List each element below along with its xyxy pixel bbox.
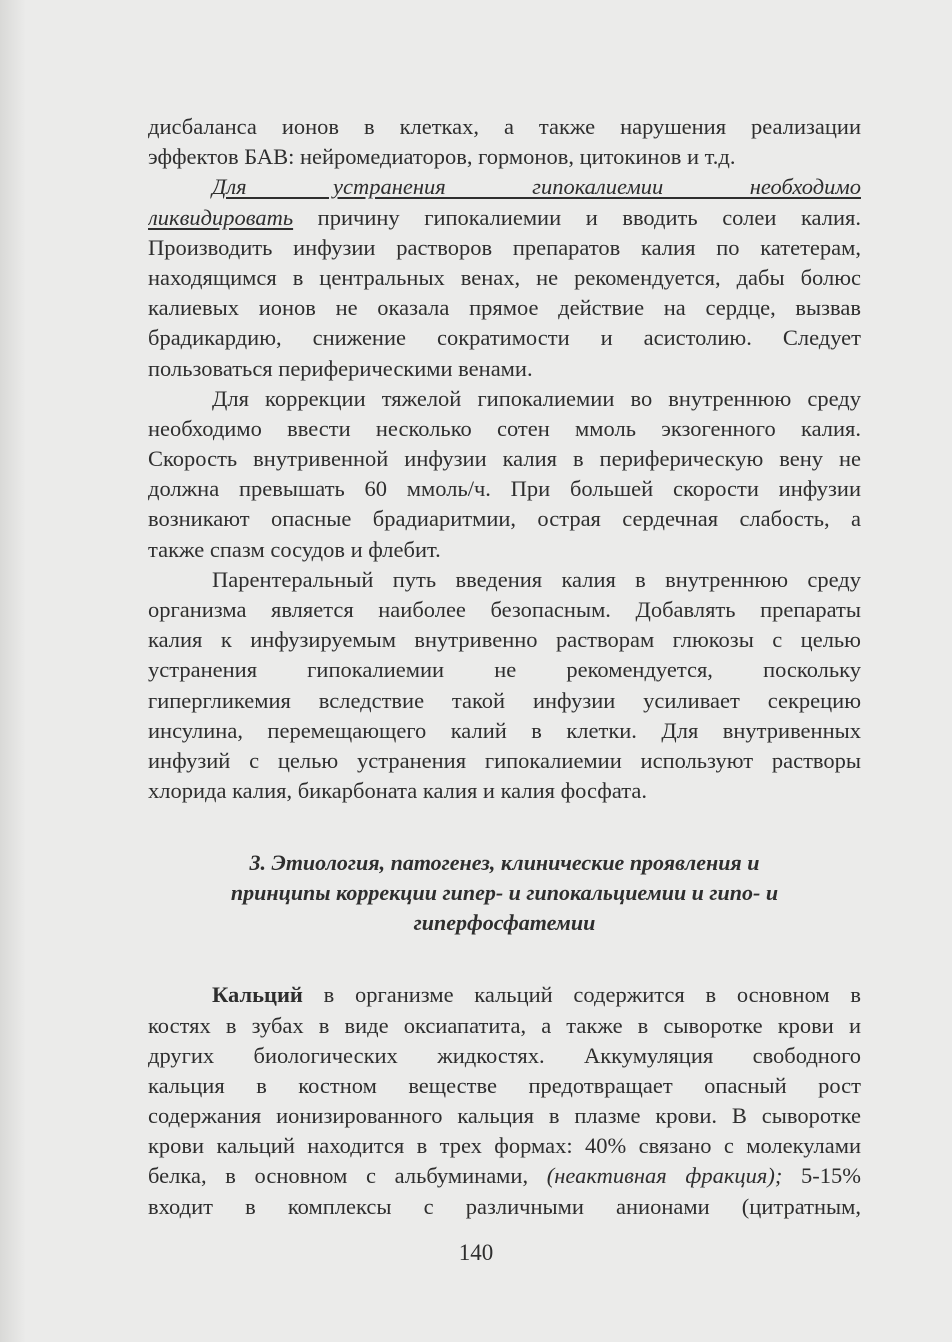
paragraph-4	[148, 565, 861, 807]
text-line: крови кальций находится в трех формах: 40% связано с молекулами	[148, 1133, 861, 1159]
text-line: входит в комплексы с различными анионами (цитратным,	[148, 1193, 861, 1219]
italic-text: (неактивная фракция);	[546, 1163, 783, 1189]
text-line: эффектов БАВ: нейромедиаторов, гормонов, цитокинов и т.д.	[148, 144, 736, 170]
text-line: гипергликемия вследствие такой инфузии усиливает секрецию	[148, 687, 861, 713]
text-line: кальция в костном веществе предотвращает опасный рост	[148, 1072, 861, 1098]
scan-shadow	[0, 0, 26, 1342]
text-line	[148, 1161, 861, 1191]
text-span: белка, в основном с альбуминами,	[148, 1163, 547, 1189]
text-line: калия к инфузируемым внутривенно растворам глюкозы с целью	[148, 627, 861, 653]
text-line: инсулина, перемещающего калий в клетки. Для внутривенных	[148, 717, 861, 743]
text-line: организма является наиболее безопасным. Добавлять препараты	[148, 597, 861, 622]
text-line	[148, 980, 861, 1010]
paragraph-3	[148, 384, 861, 565]
paragraph-5	[148, 980, 861, 1222]
text-line: инфузий с целью устранения гипокалиемии используют растворы	[148, 747, 861, 773]
text-line: устранения гипокалиемии не рекомендуется, поскольку	[148, 657, 861, 683]
text-line: Производить инфузии растворов препаратов калия по катетерам,	[148, 234, 861, 260]
heading-line: гиперфосфатемии	[413, 910, 596, 936]
heading-line: принципы коррекции гипер- и гипокальциемии и гипо- и	[230, 880, 779, 906]
text-line: калиевых ионов не оказала прямое действие на сердце, вызвав	[148, 295, 861, 321]
text-line: находящимся в центральных венах, не рекомендуется, дабы болюс	[148, 264, 861, 290]
text-line: костях в зубах в виде оксиапатита, а также в сыворотке крови и	[148, 1012, 861, 1038]
text-line: Для коррекции тяжелой гипокалиемии во внутреннюю среду	[212, 385, 861, 411]
text-line	[148, 172, 861, 202]
underlined-italic-text: ликвидировать	[148, 204, 294, 230]
section-heading	[148, 848, 861, 938]
text-line: хлорида калия, бикарбоната калия и калия фосфата.	[148, 778, 647, 804]
text-line	[148, 203, 861, 233]
paragraph-2	[148, 172, 861, 383]
text-span: 5-15%	[782, 1163, 861, 1189]
text-span: причину гипокалиемии и вводить солеи калия.	[293, 204, 861, 230]
text-line: содержания ионизированного кальция в плазме крови. В сыворотке	[148, 1103, 861, 1129]
text-line: пользоваться периферическими венами.	[148, 355, 533, 381]
heading-line: 3. Этиология, патогенез, клинические проявления и	[249, 850, 760, 876]
text-line: возникают опасные брадиаритмии, острая сердечная слабость, а	[148, 506, 861, 532]
text-line: необходимо ввести несколько сотен ммоль экзогенного калия.	[148, 415, 861, 441]
page-number: 140	[458, 1240, 494, 1265]
text-line: дисбаланса ионов в клетках, а также нарушения реализации	[148, 114, 861, 139]
text-line: других биологических жидкостях. Аккумуляция свободного	[148, 1042, 861, 1068]
text-line: также спазм сосудов и флебит.	[148, 536, 441, 562]
text-line: Парентеральный путь введения калия в внутреннюю среду	[212, 566, 861, 592]
text-line: должна превышать 60 ммоль/ч. При большей скорости инфузии	[148, 476, 861, 502]
page-content	[148, 112, 861, 1222]
text-line: брадикардию, снижение сократимости и асистолию. Следует	[148, 325, 861, 351]
paragraph-1	[148, 112, 861, 172]
text-span: в организме кальций содержится в основном в	[302, 982, 861, 1008]
underlined-italic-text: Для устранения гипокалиемии необходимо	[212, 174, 861, 200]
text-line: Скорость внутривенной инфузии калия в периферическую вену не	[148, 446, 861, 472]
bold-term: Кальций	[212, 982, 303, 1008]
